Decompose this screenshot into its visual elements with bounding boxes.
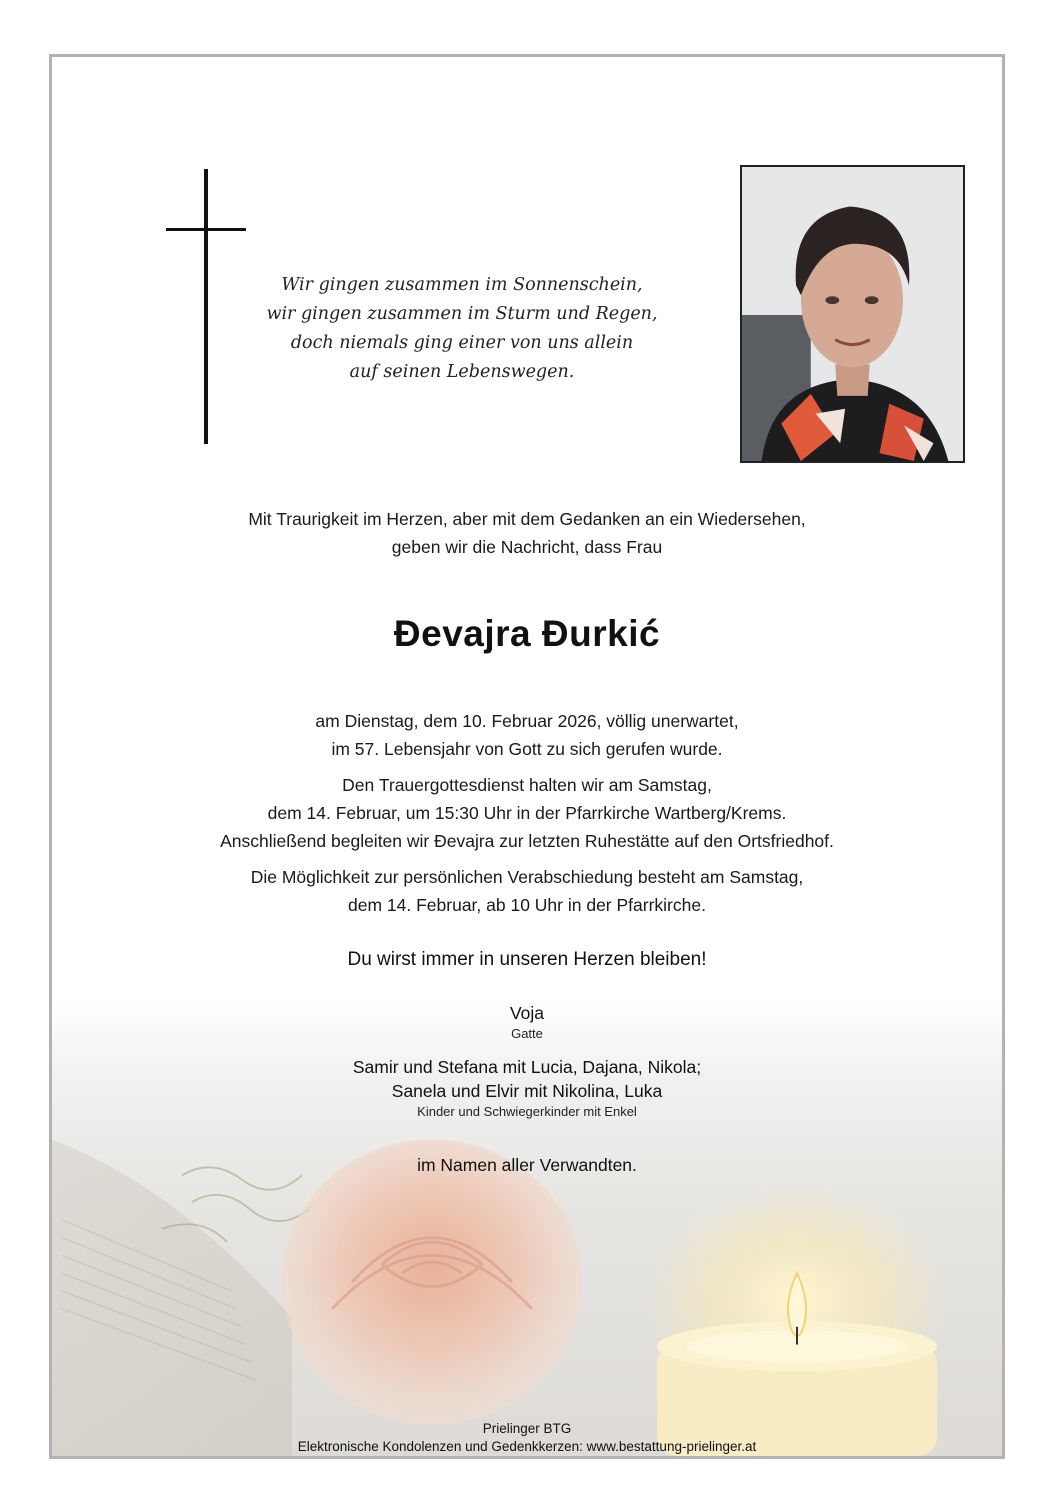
deceased-name: Đevajra Đurkić	[393, 613, 661, 654]
spouse-relation: Gatte	[511, 1026, 543, 1041]
children-line: Samir und Stefana mit Lucia, Dajana, Nikola;	[352, 1057, 702, 1077]
poem	[212, 271, 712, 387]
footer	[52, 1420, 1002, 1456]
service-info	[52, 771, 1002, 855]
service-line: dem 14. Februar, um 15:30 Uhr in der Pfarrkirche Wartberg/Krems.	[267, 803, 787, 823]
portrait-photo	[740, 165, 965, 463]
farewell-line: dem 14. Februar, ab 10 Uhr in der Pfarrkirche.	[348, 895, 706, 915]
cross-icon-bar	[166, 228, 246, 231]
farewell-info	[52, 863, 1002, 919]
rose-image	[282, 1140, 582, 1425]
cross-icon	[204, 169, 208, 444]
closing-line: Du wirst immer in unseren Herzen bleiben!	[347, 949, 707, 970]
obituary-card	[49, 54, 1005, 1459]
intro-text	[52, 505, 1002, 561]
farewell-line: Die Möglichkeit zur persönlichen Verabschiedung besteht am Samstag,	[250, 867, 804, 887]
children-line: Sanela und Elvir mit Nikolina, Luka	[391, 1081, 663, 1101]
children-block	[52, 1055, 1002, 1121]
poem-line: auf seinen Lebenswegen.	[349, 362, 575, 382]
children-relation: Kinder und Schwiegerkinder mit Enkel	[417, 1104, 637, 1119]
spouse-name: Voja	[509, 1003, 545, 1023]
footer-company: Prielinger BTG	[482, 1421, 572, 1436]
death-notice-line: im 57. Lebensjahr von Gott zu sich gerufen wurde.	[331, 739, 723, 759]
poem-line: Wir gingen zusammen im Sonnenschein,	[281, 275, 643, 295]
relatives-line: im Namen aller Verwandten.	[417, 1155, 637, 1175]
footer-condolences: Elektronische Kondolenzen und Gedenkkerzen: www.bestattung-prielinger.at	[297, 1439, 757, 1454]
death-notice-line: am Dienstag, dem 10. Februar 2026, völlig unerwartet,	[315, 711, 739, 731]
poem-line: wir gingen zusammen im Sturm und Regen,	[266, 304, 658, 324]
intro-line: geben wir die Nachricht, dass Frau	[391, 537, 663, 557]
death-notice	[52, 707, 1002, 763]
spouse-block	[52, 1001, 1002, 1043]
intro-line: Mit Traurigkeit im Herzen, aber mit dem Gedanken an ein Wiedersehen,	[248, 509, 806, 529]
service-line: Den Trauergottesdienst halten wir am Samstag,	[342, 775, 712, 795]
poem-line: doch niemals ging einer von uns allein	[290, 333, 634, 353]
service-line: Anschließend begleiten wir Đevajra zur letzten Ruhestätte auf den Ortsfriedhof.	[220, 831, 834, 851]
